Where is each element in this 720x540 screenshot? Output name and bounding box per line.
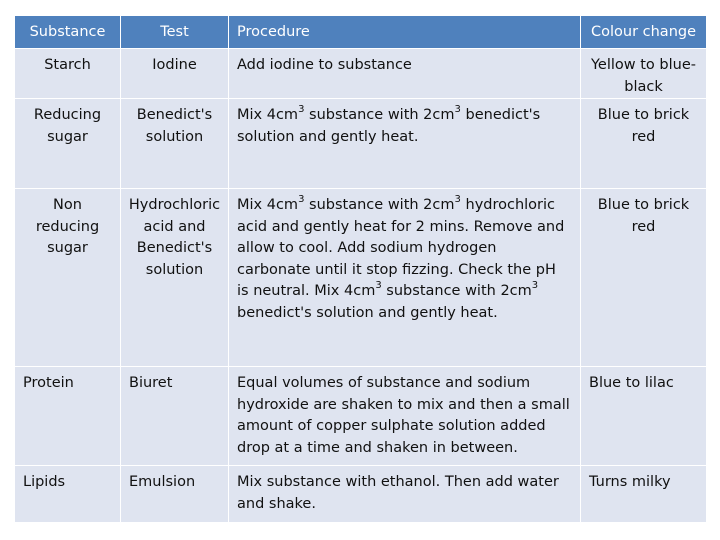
procedure-text: Equal volumes of substance and sodium hydroxide are shaken to mix and then a small amount of copper sulphate solution added drop at a time and shaken in between.: [237, 375, 570, 456]
superscript: 3: [531, 280, 539, 292]
table-row-lipids: [15, 466, 707, 523]
procedure-text: hydrochloric acid and gently heat for 2 mins. Remove and allow to cool. Add sodium hydrogen carbonate until it stop fizzing. Check the pH is neutral. Mix 4cm: [237, 197, 565, 299]
header-row: [15, 16, 707, 49]
superscript: 3: [454, 104, 461, 116]
colour-change-cell: Blue to lilac: [581, 367, 707, 466]
superscript: 3: [375, 280, 382, 292]
superscript: 3: [298, 104, 305, 116]
procedure-text: Mix substance with ethanol. Then add water and shake.: [237, 474, 559, 512]
colour-change-cell: Blue to brick red: [581, 99, 707, 189]
colour-change-cell: Blue to brick red: [581, 189, 707, 367]
superscript: 3: [454, 194, 461, 206]
substance-cell: Lipids: [15, 466, 121, 523]
procedure-text: substance with 2cm: [304, 107, 455, 123]
procedure-cell: [229, 49, 581, 99]
procedure-cell: [229, 189, 581, 367]
test-cell: Emulsion: [121, 466, 229, 523]
header-substance: Substance: [15, 16, 121, 49]
table-row-non-reducing-sugar: [15, 189, 707, 367]
header-procedure: Procedure: [229, 16, 581, 49]
test-cell: Hydrochloric acid and Benedict's solution: [121, 189, 229, 367]
test-cell: Benedict's solution: [121, 99, 229, 189]
procedure-text: Mix 4cm: [237, 197, 299, 213]
colour-change-cell: Turns milky: [581, 466, 707, 523]
procedure-text: substance with 2cm: [381, 283, 532, 299]
procedure-text: Add iodine to substance: [237, 57, 412, 73]
procedure-cell: [229, 466, 581, 523]
procedure-cell: [229, 367, 581, 466]
procedure-text: substance with 2cm: [304, 197, 455, 213]
procedure-text: Mix 4cm: [237, 107, 299, 123]
superscript: 3: [298, 194, 305, 206]
header-colour-change: Colour change: [581, 16, 707, 49]
substance-cell: Protein: [15, 367, 121, 466]
food-tests-table: [14, 15, 707, 523]
test-cell: Biuret: [121, 367, 229, 466]
substance-cell: Starch: [15, 49, 121, 99]
substance-cell: Reducing sugar: [15, 99, 121, 189]
table-row-protein: [15, 367, 707, 466]
table-row-reducing-sugar: [15, 99, 707, 189]
procedure-text: benedict's solution and gently heat.: [237, 304, 498, 321]
table-row-starch: [15, 49, 707, 99]
substance-cell: Non reducing sugar: [15, 189, 121, 367]
procedure-cell: [229, 99, 581, 189]
test-cell: Iodine: [121, 49, 229, 99]
header-test: Test: [121, 16, 229, 49]
colour-change-cell: Yellow to blue-black: [581, 49, 707, 99]
procedure-text: benedict's solution and gently heat.: [237, 107, 541, 145]
